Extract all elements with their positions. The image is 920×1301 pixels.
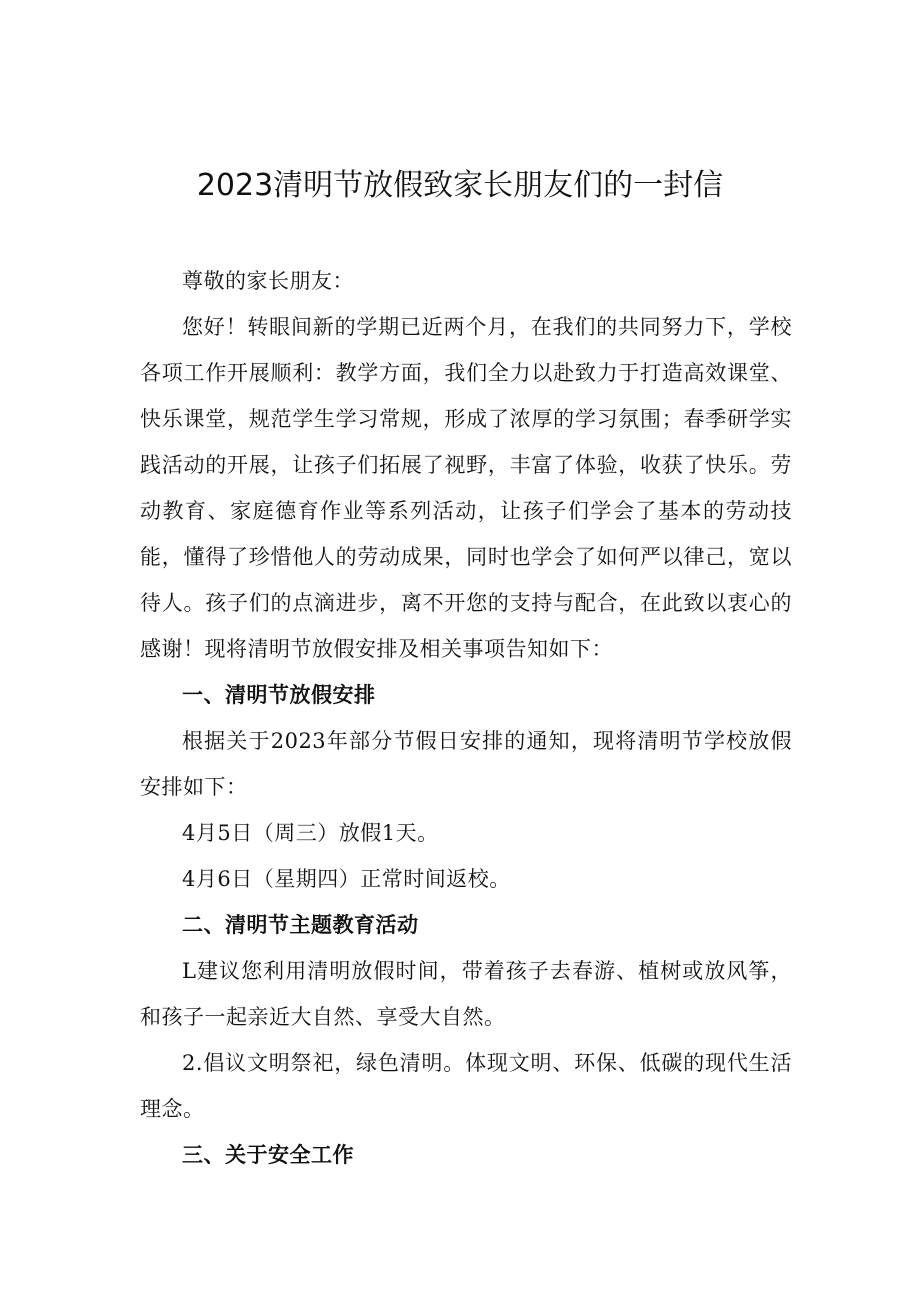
- salutation: 尊敬的家长朋友：: [182, 269, 354, 293]
- section-heading-safety: 三、关于安全工作: [182, 1143, 354, 1167]
- section-heading-holiday-arrangement: 一、清明节放假安排: [182, 683, 376, 707]
- return-date-paragraph: 4月6日（星期四）正常时间返校。: [182, 867, 511, 891]
- activity-item-2: 2.倡议文明祭祀，绿色清明。体现文明、环保、低碳的现代生活理念。: [140, 1051, 792, 1121]
- holiday-date-paragraph: 4月5日（周三）放假1天。: [182, 821, 439, 845]
- intro-paragraph: 您好！转眼间新的学期已近两个月，在我们的共同努力下，学校各项工作开展顺利：教学方面，我们全力以赴致力于打造高效课堂、快乐课堂，规范学生学习常规，形成了浓厚的学习氛围；春季研学实践活动的开展，让孩子们拓展了视野，丰富了体验，收获了快乐。劳动教育、家庭德育作业等系列活动，让孩子们学会了基本的劳动技能，懂得了珍惜他人的劳动成果，同时也学会了如何严以律己，宽以待人。孩子们的点滴进步，离不开您的支持与配合，在此致以衷心的感谢！现将清明节放假安排及相关事项告知如下：: [140, 315, 792, 661]
- section-heading-education-activities: 二、清明节主题教育活动: [182, 913, 419, 937]
- activity-item-1: L建议您利用清明放假时间，带着孩子去春游、植树或放风筝，和孩子一起亲近大自然、享受大自然。: [140, 959, 792, 1029]
- document-body: [140, 258, 792, 1178]
- holiday-notice-paragraph: 根据关于2023年部分节假日安排的通知，现将清明节学校放假安排如下：: [140, 729, 792, 799]
- document-title: 2023清明节放假致家长朋友们的一封信: [196, 168, 724, 203]
